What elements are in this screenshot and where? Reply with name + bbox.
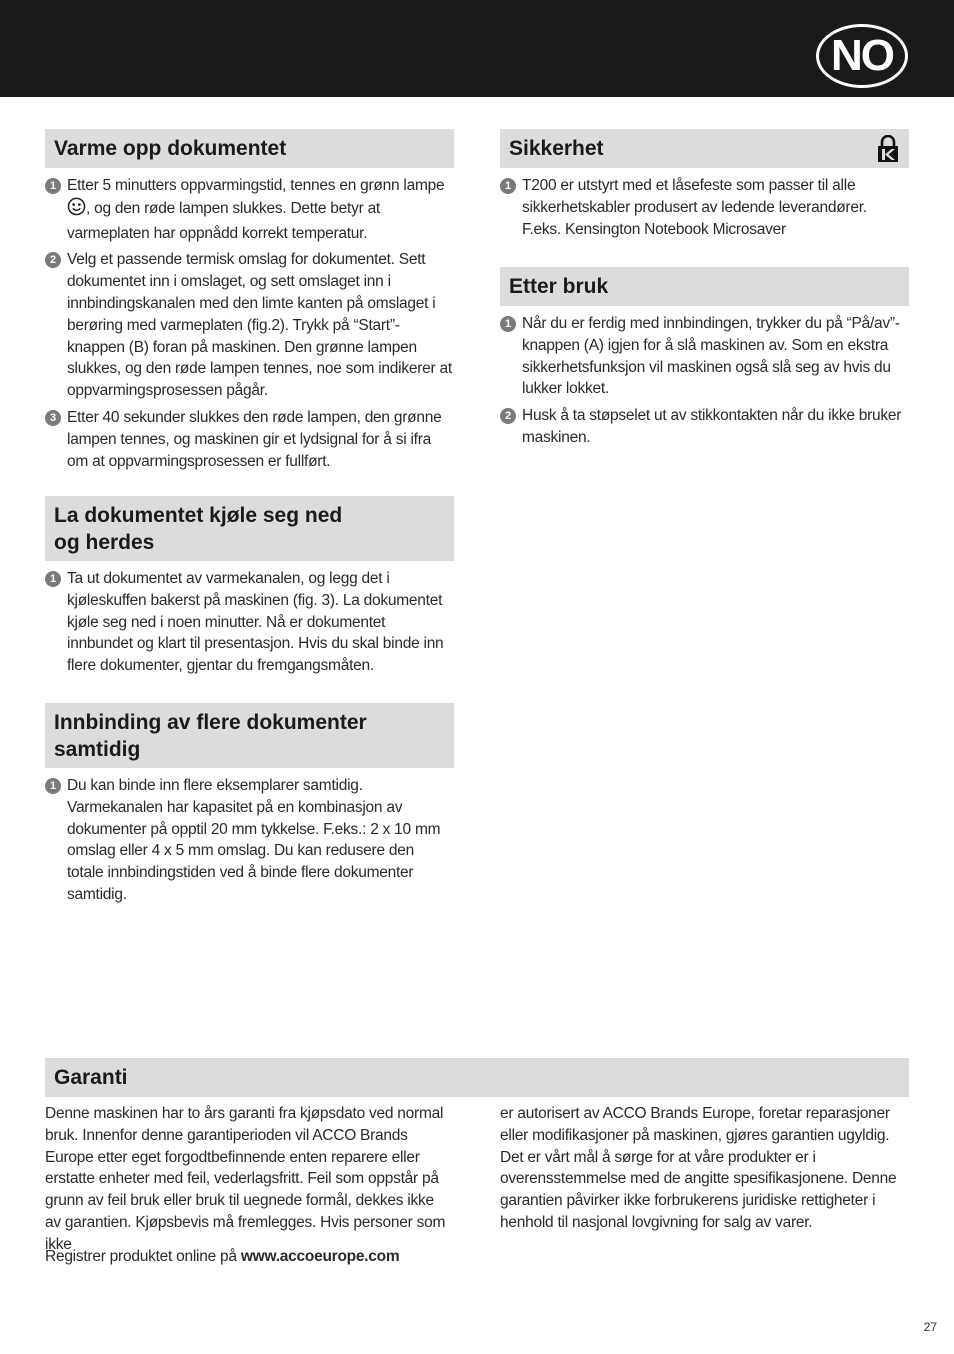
section-title-line: samtidig <box>54 738 141 761</box>
section-title <box>45 129 454 168</box>
item-text: Ta ut dokumentet av varmekanalen, og legg det i kjøleskuffen bakerst på maskinen (fig. 3). La dokumentet kjøle seg ned i noen minutter. Nå er dokumentet innbundet og klart til presentasjon. Hvis du skal binde inn flere dokumenter, gjentar du fremgangsmåten. <box>67 570 444 675</box>
list-item <box>45 568 454 677</box>
section-sikkerhet <box>500 129 909 245</box>
section-title-text: Etter bruk <box>509 275 609 298</box>
list-item <box>45 775 454 906</box>
item-text: Velg et passende termisk omslag for dokumentet. Sett dokumentet inn i omslaget, og sett omslaget inn i innbindingskanalen med den limte kanten på omslaget i berøring med varmeplaten (fig.2). Trykk på “Start”-knappen (B) foran på maskinen. Den grønne lampen slukkes, og den røde lampen tennes, noe som indikerer at oppvarmingsprosessen pågår. <box>67 251 452 400</box>
item-text: Etter 5 minutters oppvarmingstid, tennes en grønn lampe <box>67 177 445 194</box>
list-item <box>45 175 454 244</box>
section-varme <box>45 129 454 477</box>
section-etter <box>500 267 909 454</box>
register-link[interactable]: www.accoeurope.com <box>240 1248 400 1265</box>
step-number: 3 <box>45 410 61 426</box>
item-text: Du kan binde inn flere eksemplarer samtidig. Varmekanalen har kapasitet på en kombinasjon av dokumenter på opptil 20 mm tykkelse. F.eks.: 2 x 10 mm omslag eller 4 x 5 mm omslag. Du kan redusere den totale innbindingstiden ved å binde flere dokumenter samtidig. <box>67 777 441 903</box>
list-item <box>45 407 454 472</box>
item-text: T200 er utstyrt med et låsefeste som passer til alle sikkerhetskabler produsert av ledende leverandører. F.eks. Kensington Notebook Microsaver <box>522 177 867 238</box>
section-kjole <box>45 496 454 682</box>
register-text: Registrer produktet online på <box>45 1248 241 1265</box>
section-title-line: La dokumentet kjøle seg ned <box>54 504 343 527</box>
item-text: Husk å ta støpselet ut av stikkontakten når du ikke bruker maskinen. <box>522 407 902 446</box>
step-number: 2 <box>45 252 61 268</box>
list-item <box>500 405 909 449</box>
list-item <box>500 313 909 400</box>
list-item <box>45 249 454 402</box>
step-number: 1 <box>500 316 516 332</box>
step-number: 1 <box>45 571 61 587</box>
section-title-text: Varme opp dokumentet <box>54 137 287 160</box>
section-title <box>500 267 909 306</box>
item-text: Når du er ferdig med innbindingen, trykker du på “På/av”-knappen (A) igjen for å slå maskinen av. Som en ekstra sikkerhetsfunksjon vil maskinen også slå seg av hvis du lukker lokket. <box>522 315 900 398</box>
kensington-lock-icon <box>877 135 899 170</box>
section-title-text: Sikkerhet <box>509 137 604 160</box>
step-number: 1 <box>500 178 516 194</box>
section-garanti <box>45 1058 909 1097</box>
step-number: 1 <box>45 178 61 194</box>
section-title <box>45 1058 909 1097</box>
list-item <box>500 175 909 240</box>
section-title-line: og herdes <box>54 531 155 554</box>
item-text: Etter 40 sekunder slukkes den røde lampen, den grønne lampen tennes, og maskinen gir et lydsignal for å si ifra om at oppvarmingsprosessen er fullført. <box>67 408 442 470</box>
section-title <box>45 496 454 561</box>
section-flere <box>45 703 454 911</box>
page-number: 27 <box>923 1320 937 1334</box>
section-title-line: Innbinding av flere dokumenter <box>54 711 367 734</box>
item-text: , og den røde lampen slukkes. Dette betyr at varmeplaten har oppnådd korrekt temperatur. <box>67 199 380 242</box>
header-bar <box>0 0 954 97</box>
section-title-text: Garanti <box>54 1066 128 1089</box>
step-number: 1 <box>45 778 61 794</box>
section-title <box>500 129 909 168</box>
step-number: 2 <box>500 408 516 424</box>
section-title <box>45 703 454 768</box>
garanti-text-col2: er autorisert av ACCO Brands Europe, foretar reparasjoner eller modifikasjoner på maskinen, gjøres garantien ugyldig. Det er vårt mål å sørge for at våre produkter er i overensstemmelse med de angitte spesifikasjonene. Denne garantien påvirker ikke forbrukerens juridiske rettigheter i henhold til nasjonal lovgivning for salg av varer. <box>500 1105 897 1231</box>
register-line <box>45 1246 465 1268</box>
smiley-icon <box>67 197 86 223</box>
language-badge: NO <box>816 24 908 88</box>
garanti-text-col1: Denne maskinen har to års garanti fra kjøpsdato ved normal bruk. Innenfor denne garantiperioden vil ACCO Brands Europe etter eget forgodtbefinnende enten reparere eller erstatte enheter med feil, vederlagsfritt. Feil som oppstår på grunn av feil bruk eller bruk til uegnede formål, dekkes ikke av garantien. Kjøpsbevis må fremlegges. Hvis personer som ikke <box>45 1105 446 1253</box>
